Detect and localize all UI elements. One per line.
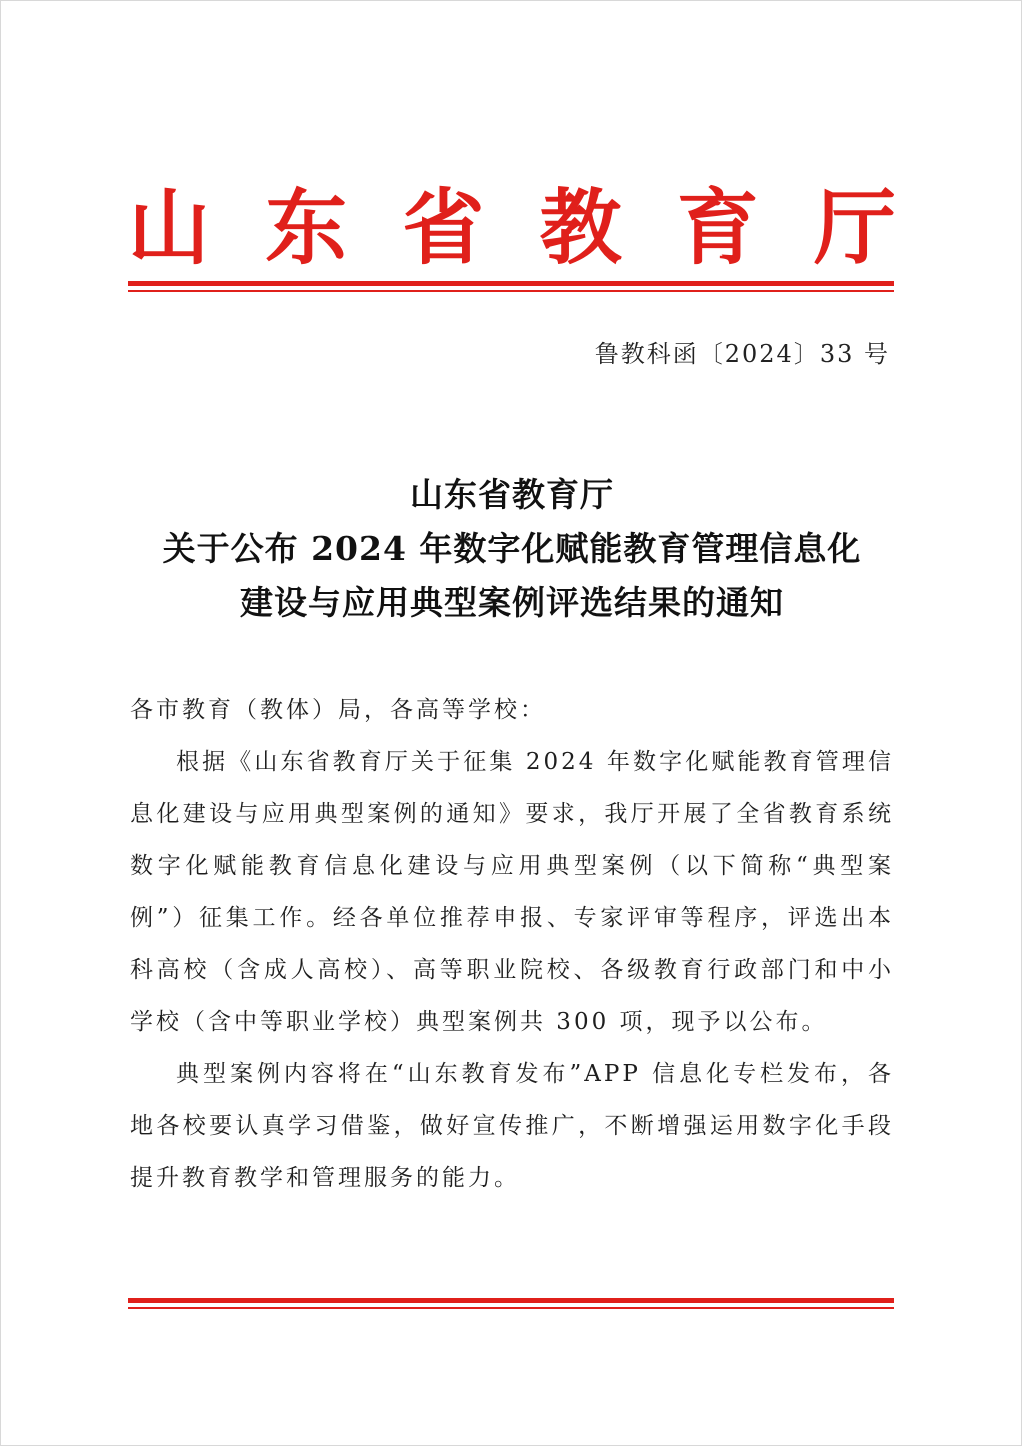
red-rule-thin xyxy=(128,1307,894,1309)
masthead-char: 育 xyxy=(676,180,759,276)
document-title xyxy=(100,468,924,630)
red-rule-thick xyxy=(128,1298,894,1303)
title-line-3: 建设与应用典型案例评选结果的通知 xyxy=(240,583,784,622)
red-rule-thick xyxy=(128,281,894,286)
body-paragraph-1: 根据《山东省教育厅关于征集 2024 年数字化赋能教育管理信息化建设与应用典型案例的通知》要求，我厅开展了全省教育系统数字化赋能教育信息化建设与应用典型案例（以下简称“典型案例”）征集工作。经各单位推荐申报、专家评审等程序，评选出本科高校（含成人高校）、高等职业院校、各级教育行政部门和中小学校（含中等职业学校）典型案例共 300 项，现予以公布。 xyxy=(130,749,894,1035)
masthead-char: 山 xyxy=(128,180,211,276)
title-line-1: 山东省教育厅 xyxy=(410,475,614,514)
header-red-rule xyxy=(128,281,894,292)
footer-red-rule xyxy=(128,1298,894,1309)
masthead-char: 厅 xyxy=(813,180,896,276)
masthead xyxy=(128,178,896,278)
document-number: 鲁教科函〔2024〕33 号 xyxy=(594,340,890,368)
body-paragraph-2: 典型案例内容将在“山东教育发布”APP 信息化专栏发布，各地各校要认真学习借鉴，做好宣传推广，不断增强运用数字化手段提升教育教学和管理服务的能力。 xyxy=(130,1061,894,1191)
masthead-char: 教 xyxy=(539,180,622,276)
red-rule-thin xyxy=(128,290,894,292)
salutation: 各市教育（教体）局，各高等学校： xyxy=(130,697,546,723)
masthead-char: 东 xyxy=(265,180,348,276)
document-body xyxy=(130,684,894,1204)
title-line-2: 关于公布 2024 年数字化赋能教育管理信息化 xyxy=(162,529,862,568)
masthead-char: 省 xyxy=(402,180,485,276)
